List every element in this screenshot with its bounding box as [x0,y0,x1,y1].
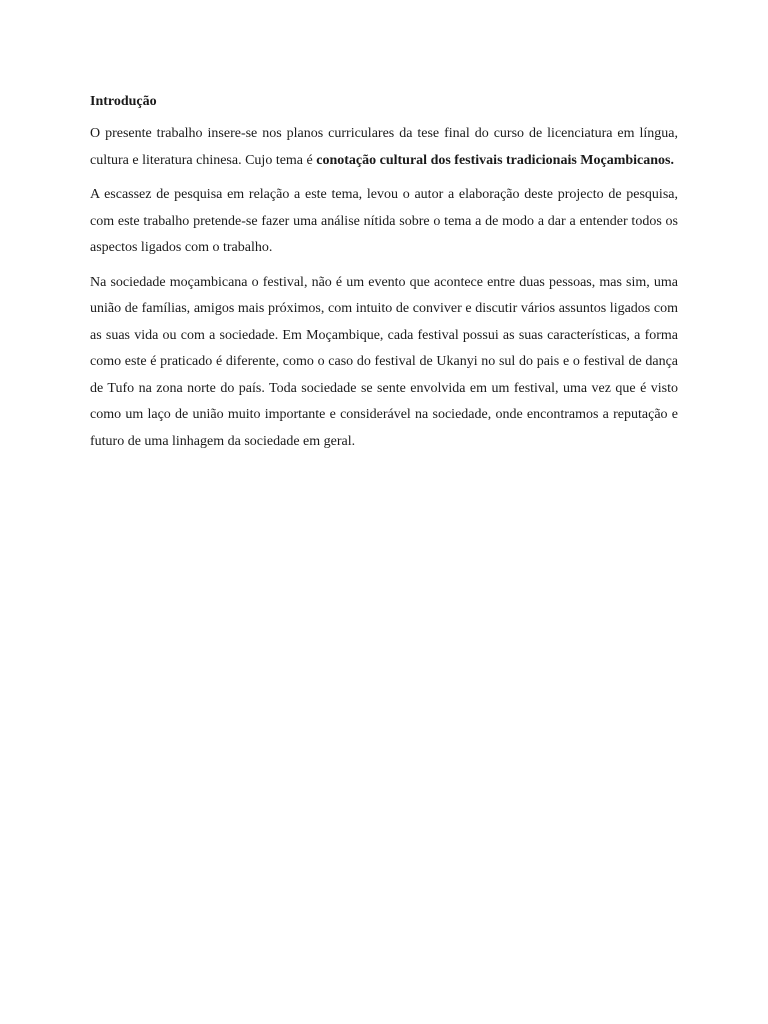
document-page [90,91,678,463]
paragraph-1 [90,121,678,174]
paragraph-3: Na sociedade moçambicana o festival, não é um evento que acontece entre duas pessoas, mas sim, uma união de famílias, amigos mais próximos, com intuito de conviver e discutir vários assuntos ligados com as suas vida ou com a sociedade. Em Moçambique, cada festival possui as suas características, a forma como este é praticado é diferente, como o caso do festival de Ukanyi no sul do pais e o festival de dança de Tufo na zona norte do país. Toda sociedade se sente envolvida em um festival, uma vez que é visto como um laço de união muito importante e considerável na sociedade, onde encontramos a reputação e futuro de uma linhagem da sociedade em geral. [90,274,678,449]
section-heading: Introdução [90,94,157,109]
paragraph-1-text: O presente trabalho insere-se nos planos curriculares da tese final do curso de licenciatura em língua, cultura e literatura chinesa. Cujo tema é [90,126,678,168]
paragraph-1-bold-theme: conotação cultural dos festivais tradicionais Moçambicanos. [316,152,675,168]
paragraph-2: A escassez de pesquisa em relação a este tema, levou o autor a elaboração deste projecto de pesquisa, com este trabalho pretende-se fazer uma análise nítida sobre o tema a de modo a dar a entender todos os aspectos ligados com o trabalho. [90,187,678,255]
